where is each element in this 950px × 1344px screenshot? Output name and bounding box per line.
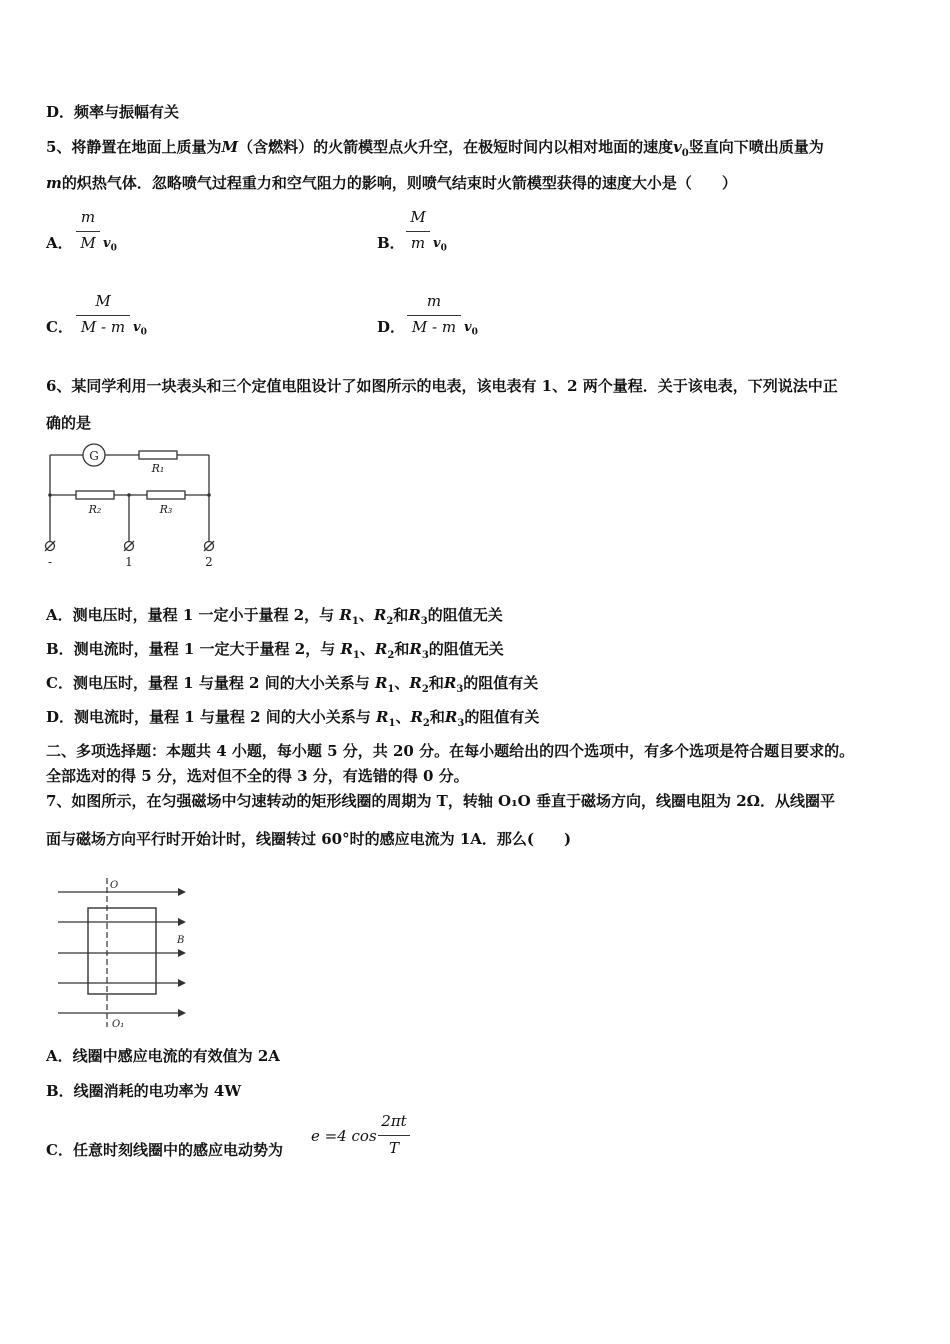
q5-option-b-fraction: M m — [406, 208, 430, 254]
q6-option-d: D．测电流时，量程 1 与量程 2 间的大小关系与 $R_1$、$R_2$和$R_3$的阻值有关 — [46, 708, 540, 729]
axis-top-label: O — [110, 880, 119, 891]
section2-heading-line2: 全部选对的得 5 分，选对但不全的得 3 分，有选错的得 0 分。 — [46, 767, 469, 785]
q4-option-d: D．频率与振幅有关 — [46, 103, 180, 121]
terminal-minus-label: - — [47, 555, 53, 569]
q5-option-c-label: C． — [46, 318, 73, 336]
terminal-2-label: 2 — [205, 555, 213, 569]
terminal-1-label: 1 — [125, 555, 133, 569]
q5-option-b-v0: $v_0$ — [433, 236, 447, 254]
q5-option-d-fraction: m M - m — [407, 292, 461, 338]
q6-stem-line2: 确的是 — [46, 414, 92, 432]
r1-label: R₁ — [151, 462, 165, 475]
q6-option-c: C．测电压时，量程 1 与量程 2 间的大小关系与 $R_1$、$R_2$和$R_3$的阻值有关 — [46, 674, 539, 695]
galvanometer-label: G — [89, 449, 99, 463]
q7-coil-diagram — [50, 875, 200, 1035]
q5-option-a-label: A． — [46, 234, 73, 252]
q6-stem-line1: 6、某同学利用一块表头和三个定值电阻设计了如图所示的电表，该电表有 1、2 两个量程．关于该电表，下列说法中正 — [46, 377, 838, 395]
q5-stem-line1: 5、将静置在地面上质量为M（含燃料）的火箭模型点火升空，在极短时间内以相对地面的速度$v_0$竖直向下喷出质量为 — [46, 138, 824, 159]
q5-option-d-v0: $v_0$ — [464, 320, 478, 338]
q7-stem-line1: 7、如图所示，在匀强磁场中匀速转动的矩形线圈的周期为 T，转轴 O₁O 垂直于磁场方向，线圈电阻为 2Ω．从线圈平 — [46, 792, 835, 810]
q5-option-d-label: D． — [377, 318, 406, 336]
q7-stem-line2: 面与磁场方向平行时开始计时，线圈转过 60°时的感应电流为 1A．那么( ) — [46, 830, 572, 848]
resistor-r1 — [139, 451, 177, 459]
q6-circuit-diagram — [40, 440, 230, 575]
q7-option-a: A．线圈中感应电流的有效值为 2A — [46, 1047, 280, 1065]
q5-option-c-v0: $v_0$ — [133, 320, 147, 338]
r3-label: R₃ — [159, 503, 173, 516]
q5-stem-line2: m的炽热气体．忽略喷气过程重力和空气阻力的影响，则喷气结束时火箭模型获得的速度大小是（ ） — [46, 174, 737, 192]
section2-heading-line1: 二、多项选择题：本题共 4 小题，每小题 5 分，共 20 分。在每小题给出的四个选项中，有多个选项是符合题目要求的。 — [46, 742, 855, 760]
resistor-r3 — [147, 491, 185, 499]
q7-option-b: B．线圈消耗的电功率为 4W — [46, 1082, 242, 1100]
q6-option-a: A．测电压时，量程 1 一定小于量程 2，与 $R_1$、$R_2$和$R_3$的阻值无关 — [46, 606, 503, 627]
q5-option-a-v0: $v_0$ — [103, 236, 117, 254]
q5-option-c-fraction: M M - m — [76, 292, 130, 338]
q6-option-b: B．测电流时，量程 1 一定大于量程 2，与 $R_1$、$R_2$和$R_3$的阻值无关 — [46, 640, 504, 661]
field-label: B — [177, 935, 185, 946]
q5-option-b-label: B． — [377, 234, 405, 252]
r2-label: R₂ — [88, 503, 102, 516]
axis-bottom-label: O₁ — [112, 1019, 125, 1030]
q7-option-c: C．任意时刻线圈中的感应电动势为 — [46, 1141, 283, 1159]
q7-formula-lhs: e =4 cos — [311, 1127, 377, 1145]
q5-option-a-fraction: m M — [76, 208, 100, 254]
resistor-r2 — [76, 491, 114, 499]
rectangular-coil — [88, 908, 156, 994]
q7-formula-fraction: 2πt T — [378, 1112, 410, 1160]
